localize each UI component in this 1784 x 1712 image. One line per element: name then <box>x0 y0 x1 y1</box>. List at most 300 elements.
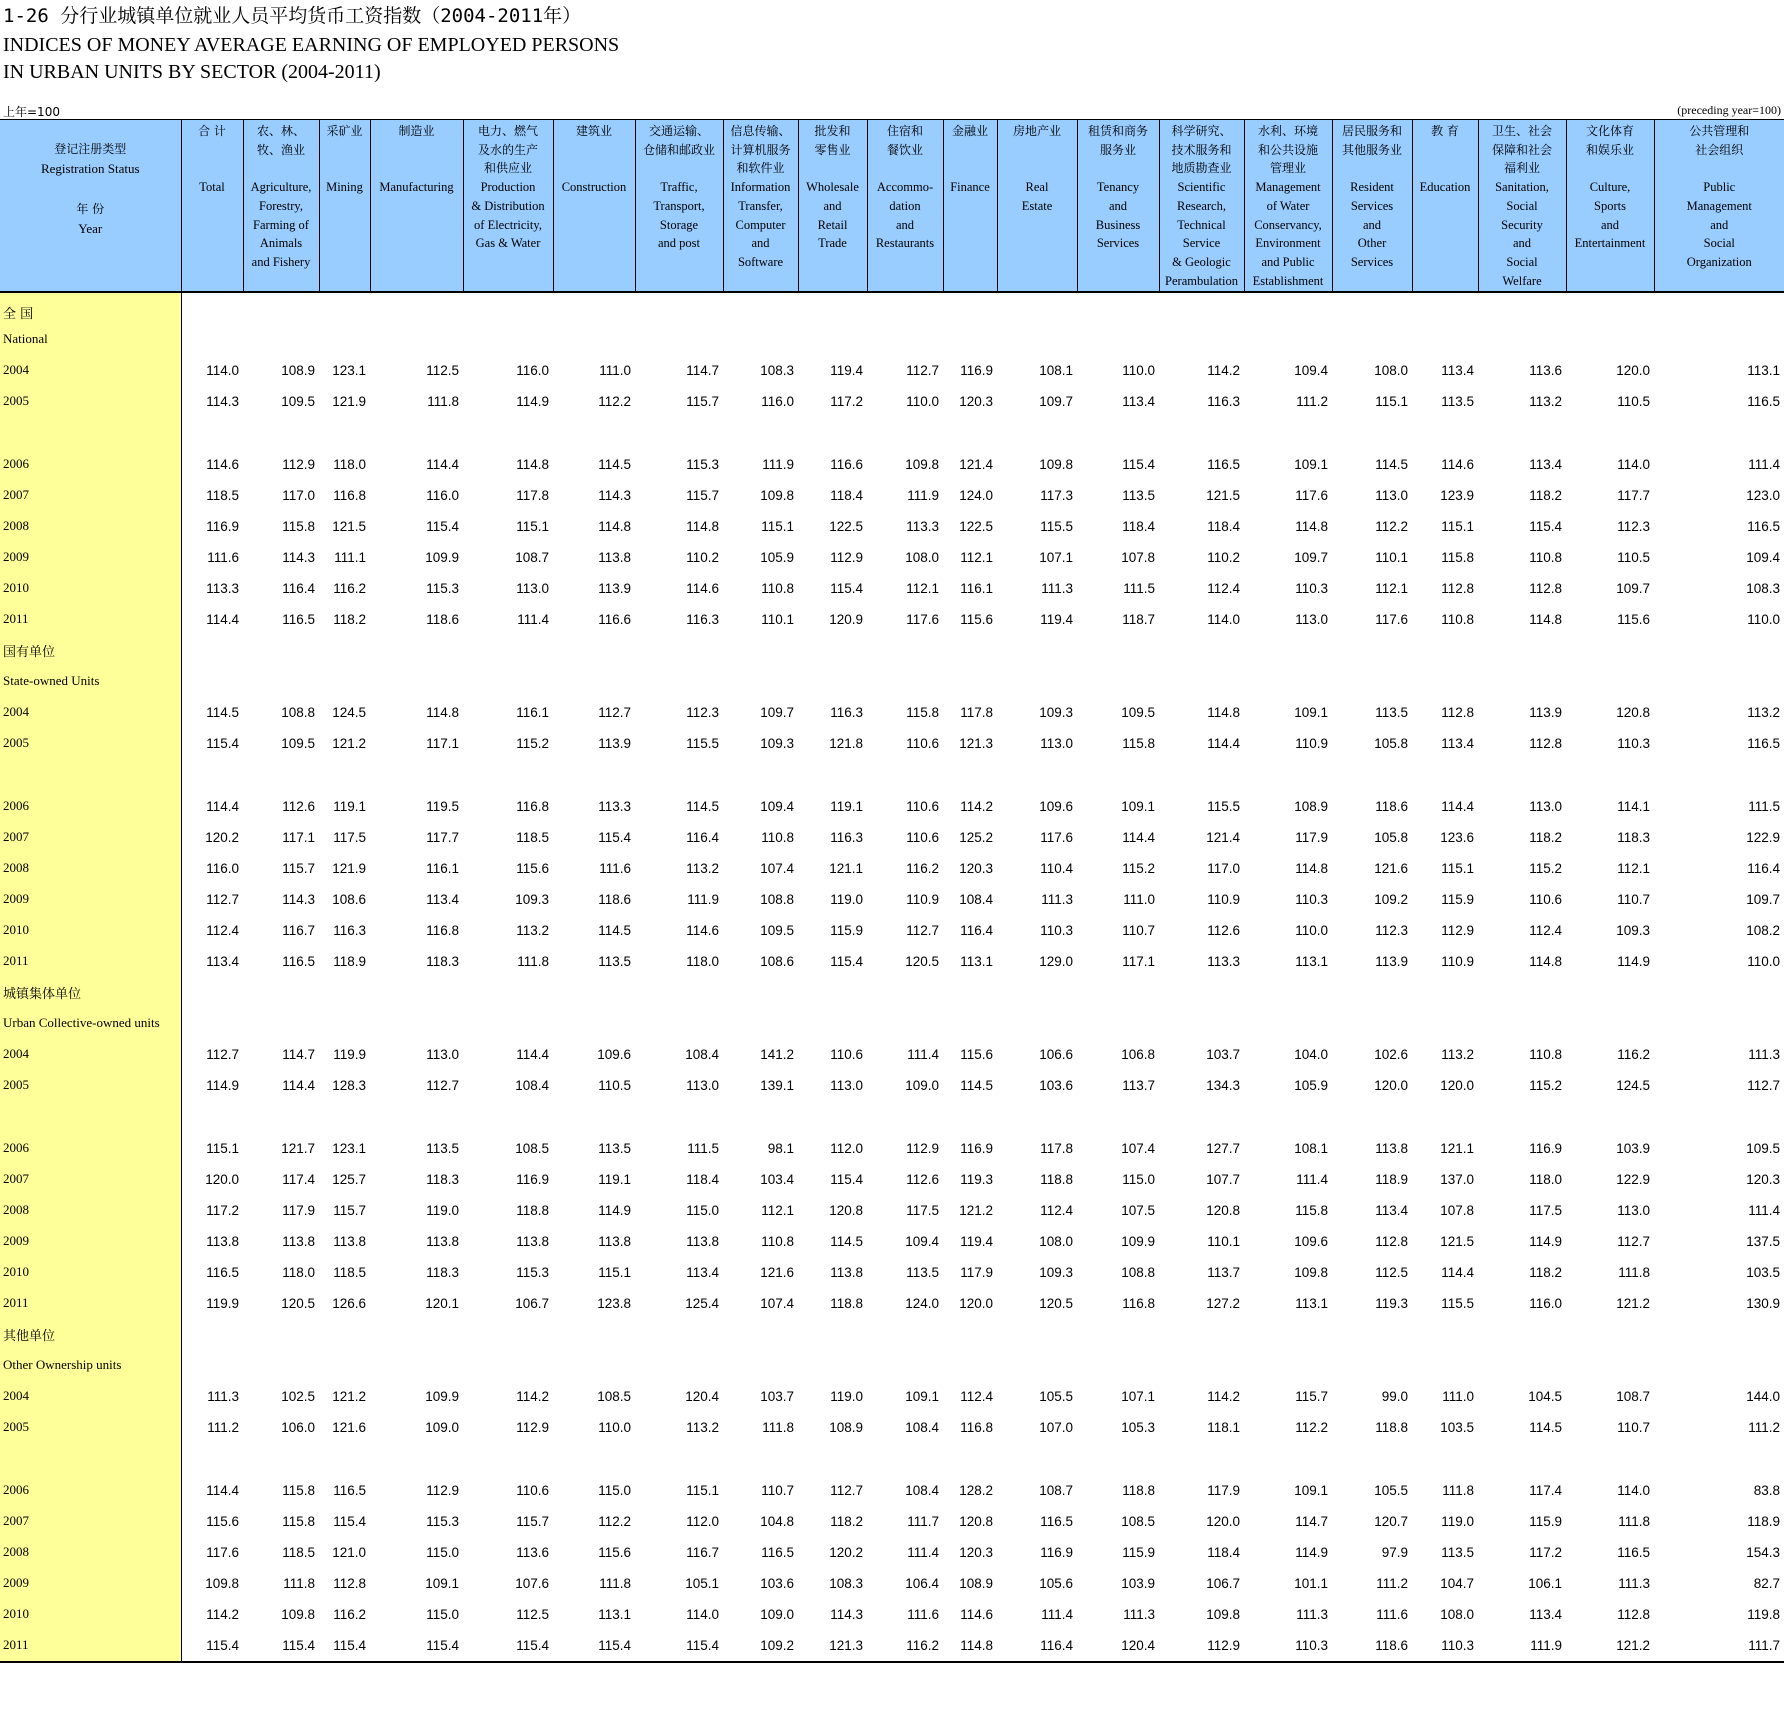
value-cell: 115.1 <box>516 518 549 534</box>
empty-cell <box>635 292 723 324</box>
value-cell: 109.1 <box>425 1575 459 1591</box>
empty-cell <box>1332 666 1412 697</box>
value-cell: 118.4 <box>686 1171 719 1187</box>
table-row <box>0 1381 1784 1412</box>
value-cell: 115.6 <box>960 611 993 627</box>
value-cell: 118.0 <box>282 1264 315 1280</box>
empty-cell <box>997 417 1077 449</box>
value-cell: 120.8 <box>959 1513 993 1529</box>
value-cell: 112.1 <box>1617 860 1650 876</box>
value-cell: 116.4 <box>282 580 315 596</box>
column-header-cn: 公共管理和 社会组织 <box>1689 124 1750 157</box>
value-cell: 114.1 <box>1617 798 1650 814</box>
value-cell: 113.3 <box>1207 953 1240 969</box>
value-cell: 113.0 <box>1040 735 1073 751</box>
value-cell: 116.9 <box>960 362 993 378</box>
empty-cell <box>723 977 798 1008</box>
value-cell: 128.3 <box>332 1077 366 1093</box>
spacer-stub <box>0 1443 181 1475</box>
value-cell: 120.2 <box>829 1544 863 1560</box>
value-cell: 118.8 <box>516 1202 549 1218</box>
value-cell: 101.1 <box>1294 1575 1328 1591</box>
empty-cell <box>943 1443 997 1475</box>
value-cell: 112.7 <box>1747 1077 1780 1093</box>
value-cell: 106.8 <box>1121 1046 1155 1062</box>
value-cell: 83.8 <box>1753 1482 1780 1498</box>
table-row <box>0 1257 1784 1288</box>
value-cell: 118.4 <box>1122 518 1155 534</box>
empty-cell <box>1654 1319 1784 1350</box>
value-cell: 114.5 <box>206 704 239 720</box>
year-cell: 2009 <box>0 542 181 573</box>
empty-cell <box>1244 324 1332 355</box>
value-cell: 115.4 <box>206 735 239 751</box>
column-header <box>463 120 553 292</box>
value-cell: 113.8 <box>426 1233 459 1249</box>
value-cell: 134.3 <box>1206 1077 1240 1093</box>
value-cell: 120.0 <box>1206 1513 1240 1529</box>
value-cell: 120.0 <box>205 1171 239 1187</box>
empty-cell <box>1478 1443 1566 1475</box>
column-header-en: Culture, Sports and Entertainment <box>1574 180 1646 251</box>
value-cell: 110.6 <box>1529 891 1562 907</box>
empty-cell <box>1077 1319 1159 1350</box>
column-header-en: Traffic, Transport, Storage and post <box>653 180 705 251</box>
value-cell: 109.0 <box>905 1077 939 1093</box>
empty-cell <box>1244 635 1332 666</box>
empty-cell <box>319 1350 370 1381</box>
table-row <box>0 1070 1784 1101</box>
column-header <box>867 120 943 292</box>
value-cell: 115.6 <box>598 1544 631 1560</box>
empty-cell <box>1412 292 1478 324</box>
empty-cell <box>997 635 1077 666</box>
value-cell: 110.3 <box>1295 891 1328 907</box>
empty-cell <box>181 635 243 666</box>
value-cell: 109.3 <box>1616 922 1650 938</box>
value-cell: 113.6 <box>1529 362 1562 378</box>
value-cell: 110.7 <box>761 1482 794 1498</box>
value-cell: 109.3 <box>760 735 794 751</box>
empty-cell <box>1077 666 1159 697</box>
value-cell: 110.6 <box>906 798 939 814</box>
value-cell: 109.7 <box>1746 891 1780 907</box>
value-cell: 109.8 <box>760 487 794 503</box>
value-cell: 114.9 <box>598 1202 631 1218</box>
value-cell: 113.8 <box>333 1233 366 1249</box>
value-cell: 120.2 <box>205 829 239 845</box>
empty-cell <box>463 1350 553 1381</box>
table-row <box>0 791 1784 822</box>
value-cell: 111.3 <box>1123 1606 1155 1622</box>
value-cell: 144.0 <box>1746 1388 1780 1404</box>
value-cell: 115.8 <box>282 1513 315 1529</box>
value-cell: 114.5 <box>960 1077 993 1093</box>
value-cell: 121.6 <box>760 1264 794 1280</box>
empty-cell <box>798 1008 867 1039</box>
value-cell: 115.4 <box>830 953 863 969</box>
empty-cell <box>635 1443 723 1475</box>
empty-cell <box>1566 666 1654 697</box>
empty-cell <box>319 759 370 791</box>
empty-cell <box>553 292 635 324</box>
empty-cell <box>943 1319 997 1350</box>
value-cell: 112.0 <box>830 1140 863 1156</box>
value-cell: 111.8 <box>427 393 459 409</box>
value-cell: 103.7 <box>1206 1046 1240 1062</box>
value-cell: 116.0 <box>761 393 794 409</box>
value-cell: 115.8 <box>1441 549 1474 565</box>
value-cell: 118.3 <box>426 953 459 969</box>
empty-cell <box>370 977 463 1008</box>
value-cell: 119.9 <box>206 1295 239 1311</box>
empty-cell <box>1077 292 1159 324</box>
value-cell: 108.4 <box>515 1077 549 1093</box>
empty-cell <box>1244 292 1332 324</box>
value-cell: 116.3 <box>830 829 863 845</box>
table-row <box>0 853 1784 884</box>
value-cell: 109.8 <box>1039 456 1073 472</box>
value-cell: 111.4 <box>1748 1202 1780 1218</box>
value-cell: 108.7 <box>1616 1388 1650 1404</box>
value-cell: 117.5 <box>906 1202 939 1218</box>
value-cell: 115.4 <box>243 1630 319 1662</box>
value-cell: 110.7 <box>1617 1419 1650 1435</box>
year-cell: 2006 <box>0 449 181 480</box>
value-cell: 116.1 <box>516 704 549 720</box>
empty-cell <box>723 1319 798 1350</box>
value-cell: 112.9 <box>1159 1630 1244 1662</box>
value-cell: 107.6 <box>515 1575 549 1591</box>
empty-cell <box>1159 759 1244 791</box>
empty-cell <box>635 417 723 449</box>
column-header-cn: 合 计 <box>198 124 226 138</box>
value-cell: 121.9 <box>332 393 366 409</box>
value-cell: 120.0 <box>1440 1077 1474 1093</box>
value-cell: 111.1 <box>334 549 366 565</box>
empty-cell <box>181 1008 243 1039</box>
empty-cell <box>553 1101 635 1133</box>
value-cell: 120.9 <box>829 611 863 627</box>
value-cell: 117.9 <box>1295 829 1328 845</box>
value-cell: 113.2 <box>686 1419 719 1435</box>
value-cell: 119.8 <box>1747 1606 1780 1622</box>
value-cell: 108.9 <box>959 1575 993 1591</box>
value-cell: 121.6 <box>1374 860 1408 876</box>
value-cell: 115.8 <box>282 1482 315 1498</box>
value-cell: 119.0 <box>830 891 863 907</box>
value-cell: 111.4 <box>1041 1606 1073 1622</box>
value-cell: 114.6 <box>206 456 239 472</box>
year-cell: 2004 <box>0 697 181 728</box>
empty-cell <box>798 977 867 1008</box>
value-cell: 114.4 <box>282 1077 315 1093</box>
value-cell: 121.7 <box>281 1140 315 1156</box>
section-title-en <box>0 1008 1784 1039</box>
column-header <box>181 120 243 292</box>
spacer-row <box>0 417 1784 449</box>
value-cell: 113.4 <box>1441 362 1474 378</box>
value-cell: 116.7 <box>686 1544 719 1560</box>
title-block <box>3 4 619 86</box>
value-cell: 108.1 <box>1039 362 1073 378</box>
empty-cell <box>1412 417 1478 449</box>
value-cell: 116.5 <box>761 1544 794 1560</box>
value-cell: 113.2 <box>1529 393 1562 409</box>
year-cell: 2010 <box>0 573 181 604</box>
empty-cell <box>1654 1008 1784 1039</box>
value-cell: 111.9 <box>1478 1630 1566 1662</box>
empty-cell <box>553 1350 635 1381</box>
value-cell: 104.5 <box>1528 1388 1562 1404</box>
year-cell: 2011 <box>0 946 181 977</box>
value-cell: 110.1 <box>1375 549 1408 565</box>
year-cell: 2009 <box>0 884 181 915</box>
spacer-row <box>0 1101 1784 1133</box>
value-cell: 112.9 <box>282 456 315 472</box>
empty-cell <box>1159 666 1244 697</box>
year-cell: 2005 <box>0 1412 181 1443</box>
value-cell: 108.5 <box>597 1388 631 1404</box>
value-cell: 118.0 <box>1529 1171 1562 1187</box>
empty-cell <box>723 1443 798 1475</box>
value-cell: 119.3 <box>960 1171 993 1187</box>
value-cell: 116.1 <box>960 580 993 596</box>
value-cell: 108.1 <box>1294 1140 1328 1156</box>
value-cell: 107.4 <box>1121 1140 1155 1156</box>
empty-cell <box>370 1319 463 1350</box>
value-cell: 114.2 <box>206 1606 239 1622</box>
section-title-cn <box>0 1319 1784 1350</box>
empty-cell <box>1654 977 1784 1008</box>
value-cell: 109.6 <box>1294 1233 1328 1249</box>
empty-cell <box>319 324 370 355</box>
value-cell: 117.9 <box>282 1202 315 1218</box>
empty-cell <box>181 1101 243 1133</box>
empty-cell <box>1244 666 1332 697</box>
value-cell: 137.5 <box>1746 1233 1780 1249</box>
section-title-cn-label: 全 国 <box>0 292 181 324</box>
value-cell: 120.8 <box>1616 704 1650 720</box>
year-cell: 2004 <box>0 1381 181 1412</box>
value-cell: 127.2 <box>1206 1295 1240 1311</box>
empty-cell <box>1077 324 1159 355</box>
value-cell: 113.8 <box>598 1233 631 1249</box>
value-cell: 122.5 <box>959 518 993 534</box>
value-cell: 115.5 <box>1207 798 1240 814</box>
value-cell: 115.7 <box>1295 1388 1328 1404</box>
empty-cell <box>243 1101 319 1133</box>
empty-cell <box>1412 1443 1478 1475</box>
empty-cell <box>1412 1350 1478 1381</box>
value-cell: 108.9 <box>829 1419 863 1435</box>
corner-header <box>0 120 181 292</box>
value-cell: 110.9 <box>1207 891 1240 907</box>
empty-cell <box>243 1319 319 1350</box>
value-cell: 115.4 <box>370 1630 463 1662</box>
value-cell: 116.9 <box>1040 1544 1073 1560</box>
value-cell: 116.0 <box>516 362 549 378</box>
empty-cell <box>553 1008 635 1039</box>
value-cell: 111.8 <box>517 953 549 969</box>
value-cell: 106.7 <box>1206 1575 1240 1591</box>
value-cell: 109.5 <box>1121 704 1155 720</box>
value-cell: 118.4 <box>830 487 863 503</box>
value-cell: 111.3 <box>1041 891 1073 907</box>
value-cell: 116.2 <box>333 1606 366 1622</box>
value-cell: 118.6 <box>598 891 631 907</box>
table-row <box>0 1599 1784 1630</box>
column-header-en: Production & Distribution of Electricity, Gas & Water <box>471 180 545 251</box>
value-cell: 102.5 <box>281 1388 315 1404</box>
value-cell: 114.5 <box>1529 1419 1562 1435</box>
value-cell: 116.5 <box>1747 735 1780 751</box>
column-header-en: Scientific Research, Technical Service & Geologic Perambulation <box>1165 180 1238 288</box>
value-cell: 108.5 <box>1121 1513 1155 1529</box>
value-cell: 119.1 <box>598 1171 631 1187</box>
value-cell: 115.4 <box>181 1630 243 1662</box>
value-cell: 111.6 <box>1376 1606 1408 1622</box>
column-header <box>319 120 370 292</box>
value-cell: 108.4 <box>905 1419 939 1435</box>
table-row <box>0 1630 1784 1662</box>
value-cell: 114.7 <box>282 1046 315 1062</box>
empty-cell <box>635 635 723 666</box>
empty-cell <box>1566 1319 1654 1350</box>
value-cell: 107.8 <box>1440 1202 1474 1218</box>
value-cell: 115.4 <box>635 1630 723 1662</box>
value-cell: 115.5 <box>1040 518 1073 534</box>
value-cell: 114.7 <box>1295 1513 1328 1529</box>
column-header-cn: 卫生、社会 保障和社会 福利业 <box>1491 124 1552 176</box>
empty-cell <box>181 666 243 697</box>
value-cell: 108.7 <box>1039 1482 1073 1498</box>
value-cell: 109.8 <box>205 1575 239 1591</box>
value-cell: 117.4 <box>282 1171 315 1187</box>
value-cell: 115.7 <box>516 1513 549 1529</box>
table-row <box>0 728 1784 759</box>
empty-cell <box>1332 1319 1412 1350</box>
value-cell: 110.7 <box>1122 922 1155 938</box>
value-cell: 116.6 <box>598 611 631 627</box>
value-cell: 105.1 <box>685 1575 719 1591</box>
table-row <box>0 511 1784 542</box>
value-cell: 114.5 <box>598 922 631 938</box>
column-header-en: Public Management and Social Organization <box>1686 180 1752 270</box>
value-cell: 112.3 <box>1617 518 1650 534</box>
empty-cell <box>1478 1008 1566 1039</box>
value-cell: 118.6 <box>1375 798 1408 814</box>
value-cell: 116.5 <box>1617 1544 1650 1560</box>
value-cell: 116.2 <box>906 860 939 876</box>
empty-cell <box>1654 666 1784 697</box>
column-header-en: Resident Services and Other Services <box>1350 180 1394 270</box>
value-cell: 114.8 <box>1529 953 1562 969</box>
value-cell: 116.2 <box>333 580 366 596</box>
year-cell: 2006 <box>0 1475 181 1506</box>
value-cell: 115.3 <box>426 1513 459 1529</box>
spacer-stub <box>0 1101 181 1133</box>
value-cell: 110.8 <box>761 1233 794 1249</box>
value-cell: 118.1 <box>1207 1419 1240 1435</box>
value-cell: 103.7 <box>760 1388 794 1404</box>
empty-cell <box>553 417 635 449</box>
value-cell: 117.2 <box>1529 1544 1562 1560</box>
empty-cell <box>370 1008 463 1039</box>
value-cell: 113.5 <box>1441 1544 1474 1560</box>
value-cell: 108.2 <box>1746 922 1780 938</box>
value-cell: 124.0 <box>959 487 993 503</box>
value-cell: 118.0 <box>333 456 366 472</box>
empty-cell <box>635 324 723 355</box>
table-row <box>0 1133 1784 1164</box>
empty-cell <box>635 759 723 791</box>
column-header-cn: 农、林、 牧、渔业 <box>256 124 305 157</box>
empty-cell <box>635 977 723 1008</box>
table-row <box>0 449 1784 480</box>
table-row <box>0 355 1784 386</box>
value-cell: 116.3 <box>830 704 863 720</box>
value-cell: 112.8 <box>1441 704 1474 720</box>
value-cell: 118.6 <box>1332 1630 1412 1662</box>
value-cell: 118.2 <box>333 611 366 627</box>
value-cell: 111.3 <box>1296 1606 1328 1622</box>
value-cell: 109.1 <box>1294 704 1328 720</box>
empty-cell <box>319 1319 370 1350</box>
value-cell: 110.0 <box>598 1419 631 1435</box>
value-cell: 109.7 <box>1616 580 1650 596</box>
value-cell: 124.0 <box>905 1295 939 1311</box>
year-cell: 2008 <box>0 1195 181 1226</box>
empty-cell <box>243 759 319 791</box>
value-cell: 112.9 <box>516 1419 549 1435</box>
value-cell: 118.4 <box>1207 518 1240 534</box>
empty-cell <box>1566 635 1654 666</box>
value-cell: 109.7 <box>1294 549 1328 565</box>
value-cell: 111.3 <box>1041 580 1073 596</box>
column-header-cn: 居民服务和 其他服务业 <box>1341 124 1402 157</box>
value-cell: 111.8 <box>1618 1513 1650 1529</box>
value-cell: 109.4 <box>760 798 794 814</box>
value-cell: 118.9 <box>333 953 366 969</box>
empty-cell <box>243 1350 319 1381</box>
value-cell: 120.4 <box>685 1388 719 1404</box>
empty-cell <box>723 324 798 355</box>
value-cell: 109.4 <box>1294 362 1328 378</box>
value-cell: 115.0 <box>426 1606 459 1622</box>
value-cell: 114.4 <box>516 1046 549 1062</box>
value-cell: 110.0 <box>1122 362 1155 378</box>
value-cell: 98.1 <box>767 1140 794 1156</box>
value-cell: 114.8 <box>1529 611 1562 627</box>
empty-cell <box>1478 1350 1566 1381</box>
section-title-en <box>0 324 1784 355</box>
value-cell: 114.4 <box>1441 798 1474 814</box>
value-cell: 104.7 <box>1440 1575 1474 1591</box>
column-header <box>723 120 798 292</box>
value-cell: 120.8 <box>829 1202 863 1218</box>
column-header-en: Total <box>199 180 225 194</box>
empty-cell <box>1159 1350 1244 1381</box>
value-cell: 109.6 <box>1039 798 1073 814</box>
registration-status-cn: 登记注册类型 <box>54 142 127 156</box>
value-cell: 117.8 <box>960 704 993 720</box>
value-cell: 121.1 <box>1440 1140 1474 1156</box>
value-cell: 104.8 <box>760 1513 794 1529</box>
value-cell: 120.3 <box>959 393 993 409</box>
column-header-cn: 房地产业 <box>1012 124 1061 138</box>
value-cell: 108.3 <box>1746 580 1780 596</box>
